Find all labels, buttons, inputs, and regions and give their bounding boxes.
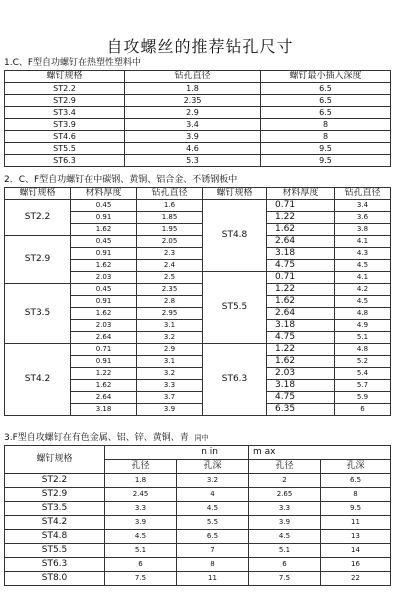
- table-row: [5, 544, 391, 558]
- table-cell: 3.3: [105, 502, 177, 516]
- table-cell: 1.62: [267, 296, 335, 308]
- table-cell: 1.62: [267, 356, 335, 368]
- column-header: 螺钉规格: [5, 188, 71, 200]
- table-cell: 4.2: [335, 284, 391, 296]
- table-cell: 4.75: [267, 332, 335, 344]
- table-cell: 5.7: [335, 380, 391, 392]
- table-cell: 0.91: [71, 356, 137, 368]
- table-steel-sheet: [4, 187, 391, 416]
- table-cell: 1.62: [71, 260, 137, 272]
- table-cell: 4.1: [335, 272, 391, 284]
- table-cell: 1.22: [71, 368, 137, 380]
- section3-heading-row: [4, 433, 390, 444]
- table-cell: 6: [249, 558, 321, 572]
- table-cell: 13: [321, 530, 391, 544]
- section2-heading: 2．C、F型自功螺钉在中碳钢、黄铜、铝合金、不锈钢板中: [4, 175, 238, 185]
- table-cell: 4.3: [335, 248, 391, 260]
- table-cell: 1.95: [137, 224, 203, 236]
- table-cell: 3.7: [137, 392, 203, 404]
- spec-cell: ST3.5: [5, 502, 105, 516]
- spec-cell: ST4.8: [203, 200, 267, 272]
- table-cell: 2.03: [267, 368, 335, 380]
- table-cell: 0.71: [267, 200, 335, 212]
- table-cell: 7.5: [105, 572, 177, 586]
- table-cell: 3.18: [267, 248, 335, 260]
- table-cell: 2.45: [105, 488, 177, 502]
- col-header-max: m ax: [249, 446, 391, 460]
- table-cell: 4.8: [335, 308, 391, 320]
- table-cell: 6.5: [177, 530, 249, 544]
- table-cell: 1.22: [267, 344, 335, 356]
- section1-heading: 1.C、F型自功螺钉在热塑性塑料中: [4, 58, 142, 68]
- table-row: [5, 516, 391, 530]
- column-header: 钻孔直径: [137, 188, 203, 200]
- table-cell: ST2.9: [5, 95, 125, 107]
- section3-heading: 3.F型自攻螺钉在有色金属、铝、锌、黄铜、青: [4, 433, 189, 443]
- table-row: [5, 284, 391, 296]
- table-cell: 3.1: [137, 320, 203, 332]
- table-row: [5, 474, 391, 488]
- table-cell: 0.91: [71, 248, 137, 260]
- table-row: [5, 200, 391, 212]
- table-cell: 2.9: [125, 107, 261, 119]
- table-row: [5, 107, 391, 119]
- table-cell: 3.9: [125, 131, 261, 143]
- spec-cell: ST2.9: [5, 236, 71, 284]
- table-row: [5, 143, 391, 155]
- table-cell: 22: [321, 572, 391, 586]
- table-row: [5, 344, 391, 356]
- table-row: [5, 236, 391, 248]
- table-cell: 2.65: [249, 488, 321, 502]
- table-cell: 1.8: [105, 474, 177, 488]
- table-cell: ST2.2: [5, 83, 125, 95]
- table-row: [5, 530, 391, 544]
- table-row: [5, 558, 391, 572]
- table-cell: 5.1: [105, 544, 177, 558]
- table-cell: 6.5: [261, 83, 391, 95]
- table-cell: 3.3: [137, 380, 203, 392]
- column-header: 螺钉最小插入深度: [261, 71, 391, 83]
- table-cell: 5.1: [249, 544, 321, 558]
- spec-cell: ST4.2: [5, 344, 71, 416]
- table-cell: 2.5: [137, 272, 203, 284]
- table-cell: 4.75: [267, 392, 335, 404]
- table-cell: 1.22: [267, 212, 335, 224]
- table-row: [5, 119, 391, 131]
- table-cell: 8: [261, 119, 391, 131]
- table-cell: 3.18: [267, 320, 335, 332]
- table-cell: 4: [177, 488, 249, 502]
- spec-cell: ST2.2: [5, 200, 71, 236]
- column-subheader: 孔径: [249, 460, 321, 474]
- table-cell: 6.5: [321, 474, 391, 488]
- table-cell: 11: [177, 572, 249, 586]
- table-cell: 9.5: [321, 502, 391, 516]
- table-cell: 2: [249, 474, 321, 488]
- table-cell: 2.4: [137, 260, 203, 272]
- table-row: [5, 83, 391, 95]
- table-cell: 0.45: [71, 200, 137, 212]
- table-cell: 6.35: [267, 404, 335, 416]
- table-cell: 0.91: [71, 212, 137, 224]
- table-cell: 4.5: [177, 502, 249, 516]
- table-cell: 2.05: [137, 236, 203, 248]
- column-header: 钻孔直径: [125, 71, 261, 83]
- page-title: 自攻螺丝的推荐钻孔尺寸: [106, 37, 294, 56]
- table-cell: 6.5: [261, 95, 391, 107]
- table-cell: 5.9: [335, 392, 391, 404]
- column-header: 螺钉规格: [203, 188, 267, 200]
- table-cell: 4.5: [105, 530, 177, 544]
- spec-cell: ST3.5: [5, 284, 71, 344]
- table-cell: 3.18: [71, 404, 137, 416]
- table-row: [5, 488, 391, 502]
- spec-cell: ST5.5: [5, 544, 105, 558]
- spec-cell: ST6.3: [203, 344, 267, 416]
- table-cell: 4.5: [249, 530, 321, 544]
- table-cell: 3.2: [137, 332, 203, 344]
- table-cell: 0.91: [71, 296, 137, 308]
- table-cell: 3.8: [335, 224, 391, 236]
- table-cell: 16: [321, 558, 391, 572]
- table-cell: 3.18: [267, 380, 335, 392]
- table-cell: 0.71: [267, 272, 335, 284]
- table-cell: 5.2: [335, 356, 391, 368]
- table-cell: 3.9: [249, 516, 321, 530]
- spec-cell: ST2.9: [5, 488, 105, 502]
- table-cell: 1.6: [137, 200, 203, 212]
- column-header: 钻孔直径: [335, 188, 391, 200]
- column-header: 材料厚度: [267, 188, 335, 200]
- column-subheader: 孔深: [177, 460, 249, 474]
- table-cell: 2.95: [137, 308, 203, 320]
- table-cell: 7: [177, 544, 249, 558]
- table-cell: 11: [321, 516, 391, 530]
- col-header-min: n in: [105, 446, 249, 460]
- table-cell: 5.3: [125, 155, 261, 167]
- table-nonferrous: [4, 445, 391, 586]
- table-cell: 6.5: [261, 107, 391, 119]
- table-cell: 1.22: [267, 284, 335, 296]
- table-cell: 2.03: [71, 320, 137, 332]
- table-cell: 1.62: [71, 224, 137, 236]
- table-row: [5, 572, 391, 586]
- table-cell: 4.8: [335, 344, 391, 356]
- table-cell: 3.9: [105, 516, 177, 530]
- table-cell: 2.64: [71, 332, 137, 344]
- table-cell: 1.8: [125, 83, 261, 95]
- column-header: 材料厚度: [71, 188, 137, 200]
- table-row: [5, 155, 391, 167]
- table-row: [5, 502, 391, 516]
- spec-cell: ST8.0: [5, 572, 105, 586]
- table-row: [5, 95, 391, 107]
- table-cell: 3.6: [335, 212, 391, 224]
- table-cell: ST3.4: [5, 107, 125, 119]
- table-cell: 1.85: [137, 212, 203, 224]
- table-cell: 4.9: [335, 320, 391, 332]
- table-cell: 3.4: [125, 119, 261, 131]
- table-cell: 3.2: [137, 368, 203, 380]
- table-cell: 2.64: [71, 392, 137, 404]
- table-cell: 2.03: [71, 272, 137, 284]
- table-cell: ST4.6: [5, 131, 125, 143]
- table-cell: 3.4: [335, 200, 391, 212]
- section3-heading-tail: 同中: [194, 434, 209, 442]
- table-cell: 3.2: [177, 474, 249, 488]
- spec-cell: ST2.2: [5, 474, 105, 488]
- table-cell: 0.71: [71, 344, 137, 356]
- table-cell: 2.64: [267, 236, 335, 248]
- table-cell: 1.62: [71, 380, 137, 392]
- table-thermoplastic: [4, 70, 391, 167]
- table-cell: 2.64: [267, 308, 335, 320]
- spec-cell: ST5.5: [203, 272, 267, 344]
- column-header: 螺钉规格: [5, 71, 125, 83]
- table-cell: 8: [261, 131, 391, 143]
- table-row: [5, 131, 391, 143]
- table-cell: 5.5: [177, 516, 249, 530]
- table-cell: 6: [335, 404, 391, 416]
- table-cell: 0.45: [71, 284, 137, 296]
- table-cell: 4.6: [125, 143, 261, 155]
- table-cell: 2.35: [137, 284, 203, 296]
- table-cell: 5.1: [335, 332, 391, 344]
- table-cell: ST3.9: [5, 119, 125, 131]
- table-cell: 8: [177, 558, 249, 572]
- table-cell: 1.62: [267, 224, 335, 236]
- table-cell: 3.9: [137, 404, 203, 416]
- table-cell: 3.3: [249, 502, 321, 516]
- table-cell: 4.1: [335, 236, 391, 248]
- table-cell: 2.35: [125, 95, 261, 107]
- table-cell: 7.5: [249, 572, 321, 586]
- table-cell: 4.75: [267, 260, 335, 272]
- table-cell: 0.45: [71, 236, 137, 248]
- column-subheader: 孔深: [321, 460, 391, 474]
- table-cell: 9.5: [261, 143, 391, 155]
- column-subheader: 孔径: [105, 460, 177, 474]
- table-cell: 3.1: [137, 356, 203, 368]
- table-cell: ST6.3: [5, 155, 125, 167]
- table-cell: 2.8: [137, 296, 203, 308]
- table-cell: 9.5: [261, 155, 391, 167]
- table-cell: 14: [321, 544, 391, 558]
- spec-cell: ST4.8: [5, 530, 105, 544]
- table-cell: 8: [321, 488, 391, 502]
- table-cell: 5.4: [335, 368, 391, 380]
- spec-cell: ST6.3: [5, 558, 105, 572]
- table-cell: ST5.5: [5, 143, 125, 155]
- col-header-spec: 螺钉规格: [5, 446, 105, 474]
- table-cell: 2.3: [137, 248, 203, 260]
- table-cell: 6: [105, 558, 177, 572]
- spec-cell: ST4.2: [5, 516, 105, 530]
- table-cell: 4.5: [335, 296, 391, 308]
- table-cell: 2.9: [137, 344, 203, 356]
- table-cell: 4.5: [335, 260, 391, 272]
- table-cell: 1.62: [71, 308, 137, 320]
